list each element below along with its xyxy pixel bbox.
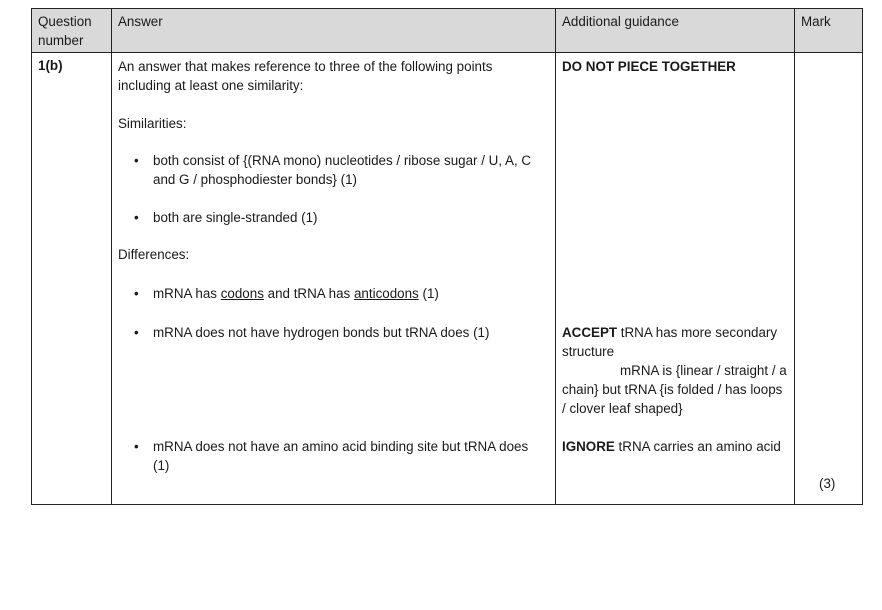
similarities-heading: Similarities: xyxy=(118,116,187,131)
bullet-icon: • xyxy=(134,153,139,168)
mark-value: (3) xyxy=(819,476,836,491)
anticodons-underlined: anticodons xyxy=(353,286,419,301)
answer-row xyxy=(32,53,863,505)
bullet-icon: • xyxy=(134,286,139,301)
difference-text-3: mRNA does not have an amino acid binding site but tRNA does (1) xyxy=(153,439,529,473)
similarity-text-2: both are single-stranded (1) xyxy=(153,210,318,225)
bullet-icon: • xyxy=(134,325,139,340)
guidance-ignore: IGNORE tRNA carries an amino acid xyxy=(562,439,781,454)
accept-alternative: mRNA is {linear / straight / a chain} but tRNA {is folded / has loops / clover leaf shaped} xyxy=(562,363,787,416)
bullet-icon: • xyxy=(134,210,139,225)
accept-keyword: ACCEPT xyxy=(562,325,618,340)
header-row xyxy=(32,9,863,53)
header-answer: Answer xyxy=(112,9,556,53)
ignore-keyword: IGNORE xyxy=(562,439,615,454)
difference-text-2: mRNA does not have hydrogen bonds but tRNA does (1) xyxy=(153,325,490,340)
question-number: 1(b) xyxy=(38,58,63,73)
codons-underlined: codons xyxy=(220,286,264,301)
answer-intro: An answer that makes reference to three of the following points including at least one similarity: xyxy=(118,59,493,93)
answer-cell xyxy=(112,53,556,505)
guidance-cell xyxy=(556,53,795,505)
header-question-number: Question number xyxy=(32,9,112,53)
difference-text-1: mRNA has codons and tRNA has anticodons (1) xyxy=(153,286,439,301)
header-mark: Mark xyxy=(795,9,863,53)
similarity-text-1: both consist of {(RNA mono) nucleotides / ribose sugar / U, A, C and G / phosphodiester bonds} (1) xyxy=(153,153,532,187)
question-number-cell xyxy=(32,53,112,505)
mark-cell xyxy=(795,53,863,505)
guidance-do-not-piece-together: DO NOT PIECE TOGETHER xyxy=(562,59,736,74)
bullet-icon: • xyxy=(134,439,139,454)
guidance-accept: ACCEPT tRNA has more secondary structure mRNA is {linear / straight / a chain} but tRNA {is folded / has loops / clover leaf shaped} xyxy=(562,325,787,416)
header-additional-guidance: Additional guidance xyxy=(556,9,795,53)
mark-scheme-table xyxy=(31,8,863,505)
differences-heading: Differences: xyxy=(118,247,190,262)
